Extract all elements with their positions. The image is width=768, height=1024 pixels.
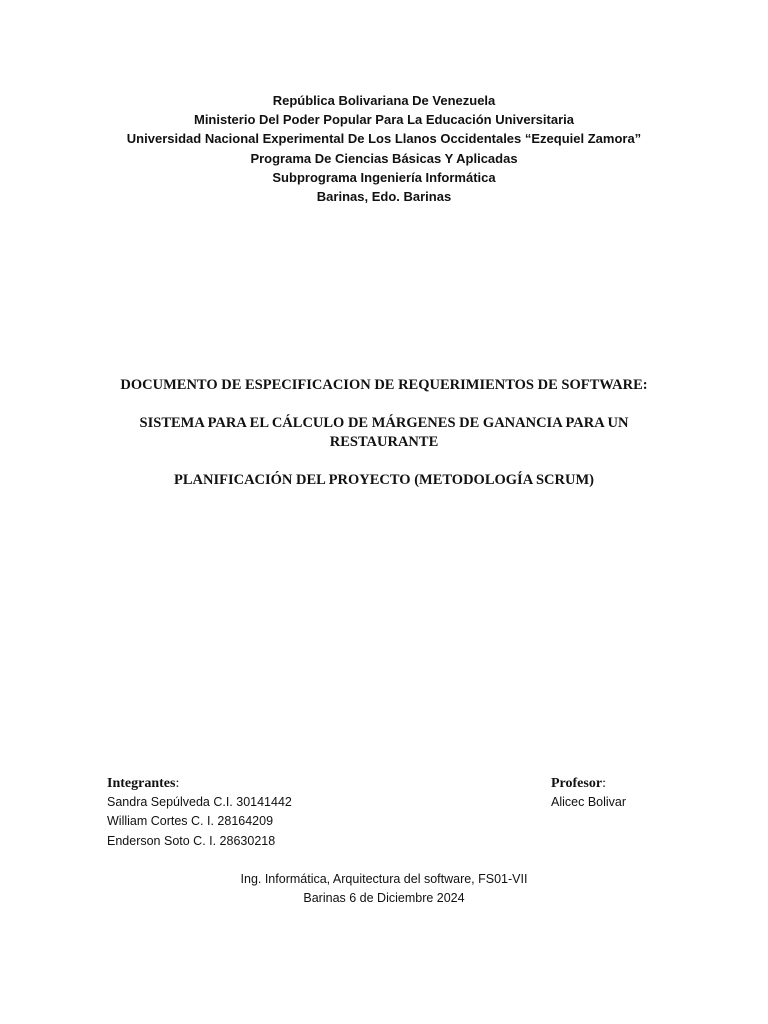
footer-date: Barinas 6 de Diciembre 2024	[303, 891, 465, 906]
system-title-line-1: SISTEMA PARA EL CÁLCULO DE MÁRGENES DE GANANCIA PARA UN	[139, 415, 629, 431]
document-title-block	[80, 376, 688, 490]
header-program: Programa De Ciencias Básicas Y Aplicadas	[250, 150, 518, 166]
institution-header	[0, 91, 768, 206]
document-type-title: DOCUMENTO DE ESPECIFICACION DE REQUERIMIENTOS DE SOFTWARE:	[120, 377, 648, 393]
header-location: Barinas, Edo. Barinas	[316, 189, 452, 205]
header-university: Universidad Nacional Experimental De Los Llanos Occidentales “Ezequiel Zamora”	[126, 131, 642, 147]
members-colon: :	[175, 776, 180, 791]
members-label: Integrantes	[107, 776, 176, 791]
member-item: Enderson Soto C. I. 28630218	[107, 833, 276, 848]
members-heading	[107, 774, 427, 793]
professor-section	[551, 774, 731, 812]
member-item: Sandra Sepúlveda C.I. 30141442	[107, 795, 292, 810]
header-ministry: Ministerio Del Poder Popular Para La Educación Universitaria	[193, 112, 574, 128]
professor-label: Profesor	[551, 776, 603, 791]
system-title-line-2: RESTAURANTE	[329, 434, 439, 450]
professor-heading	[551, 774, 731, 793]
professor-colon: :	[602, 776, 606, 791]
professor-name: Alicec Bolivar	[551, 795, 627, 810]
header-subprogram: Subprograma Ingeniería Informática	[272, 169, 496, 185]
header-country: República Bolivariana De Venezuela	[272, 93, 496, 108]
footer-section	[0, 870, 768, 908]
planning-title: PLANIFICACIÓN DEL PROYECTO (METODOLOGÍA SCRUM)	[173, 472, 594, 488]
footer-course: Ing. Informática, Arquitectura del software, FS01-VII	[240, 872, 528, 886]
member-item: William Cortes C. I. 28164209	[107, 814, 274, 829]
members-section	[107, 774, 427, 851]
